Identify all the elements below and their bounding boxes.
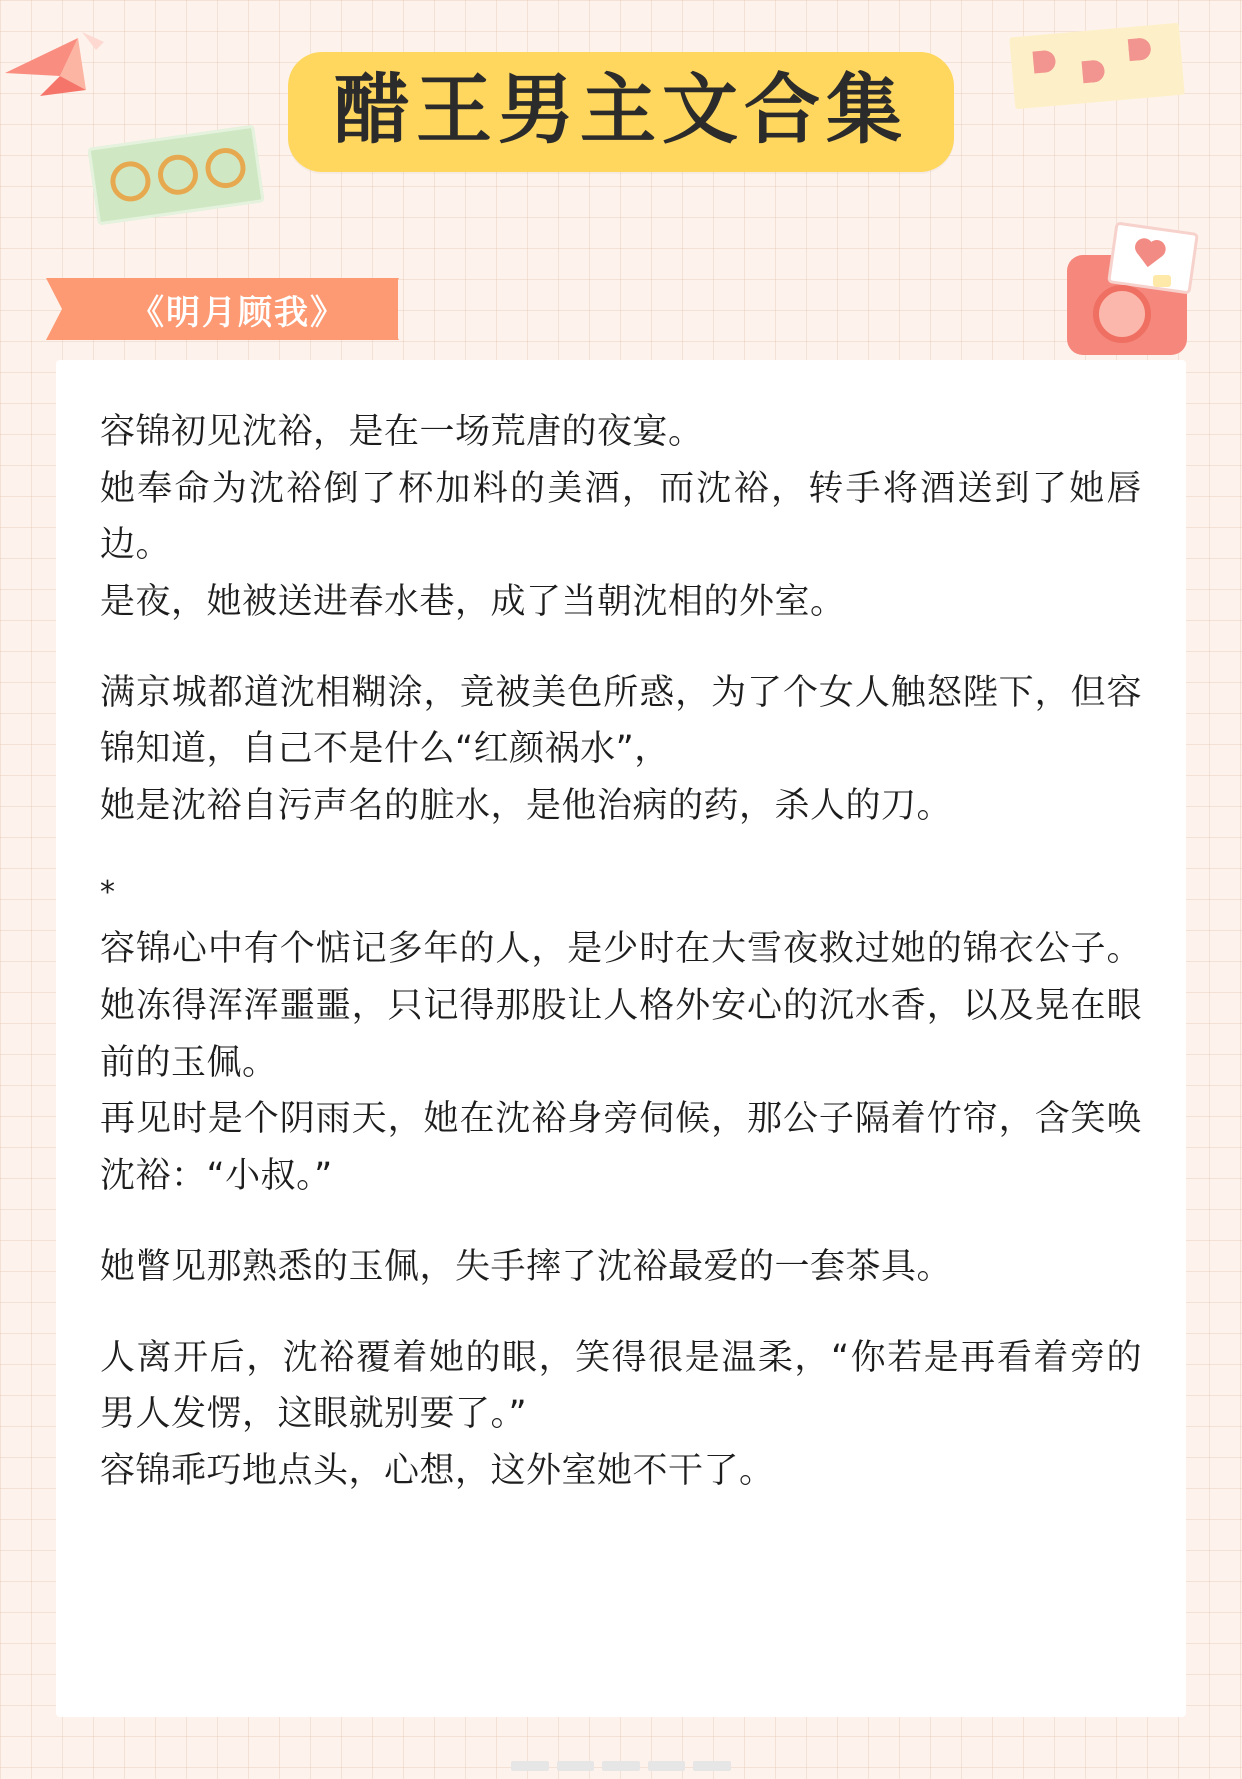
paragraph: 再见时是个阴雨天，她在沈裕身旁伺候，那公子隔着竹帘，含笑唤沈裕：“小叔。”	[100, 1099, 1142, 1197]
paragraph: 她奉命为沈裕倒了杯加料的美酒，而沈裕，转手将酒送到了她唇边。	[100, 468, 1142, 566]
paragraph: 容锦心中有个惦记多年的人，是少时在大雪夜救过她的锦衣公子。她冻得浑浑噩噩，只记得那股让人格外安心的沉水香，以及晃在眼前的玉佩。	[100, 929, 1142, 1083]
paragraph: 满京城都道沈相糊涂，竟被美色所惑，为了个女人触怒陛下，但容锦知道，自己不是什么“红颜祸水”，	[100, 672, 1142, 770]
story-text-card	[56, 360, 1186, 1717]
paragraph: 她瞥见那熟悉的玉佩，失手摔了沈裕最爱的一套茶具。	[100, 1246, 953, 1287]
page-title-wrapper	[0, 52, 1242, 172]
title-badge	[288, 52, 954, 172]
section-ribbon	[72, 278, 398, 340]
paragraph: 容锦初见沈裕，是在一场荒唐的夜宴。	[100, 412, 704, 452]
paragraph: 人离开后，沈裕覆着她的眼，笑得很是温柔，“你若是再看着旁的男人发愣，这眼就别要了。”	[100, 1337, 1142, 1435]
page-title: 醋王男主文合集	[334, 65, 908, 154]
paragraph: 她是沈裕自污声名的脏水，是他治病的药，杀人的刀。	[100, 786, 953, 827]
instant-camera-icon	[1067, 255, 1187, 355]
section-title: 《明月顾我》	[130, 292, 346, 333]
page-indicator	[511, 1761, 731, 1771]
paragraph-separator: *	[100, 874, 116, 910]
paragraph: 是夜，她被送进春水巷，成了当朝沈相的外室。	[100, 582, 846, 623]
paragraph: 容锦乖巧地点头，心想，这外室她不干了。	[100, 1450, 775, 1491]
